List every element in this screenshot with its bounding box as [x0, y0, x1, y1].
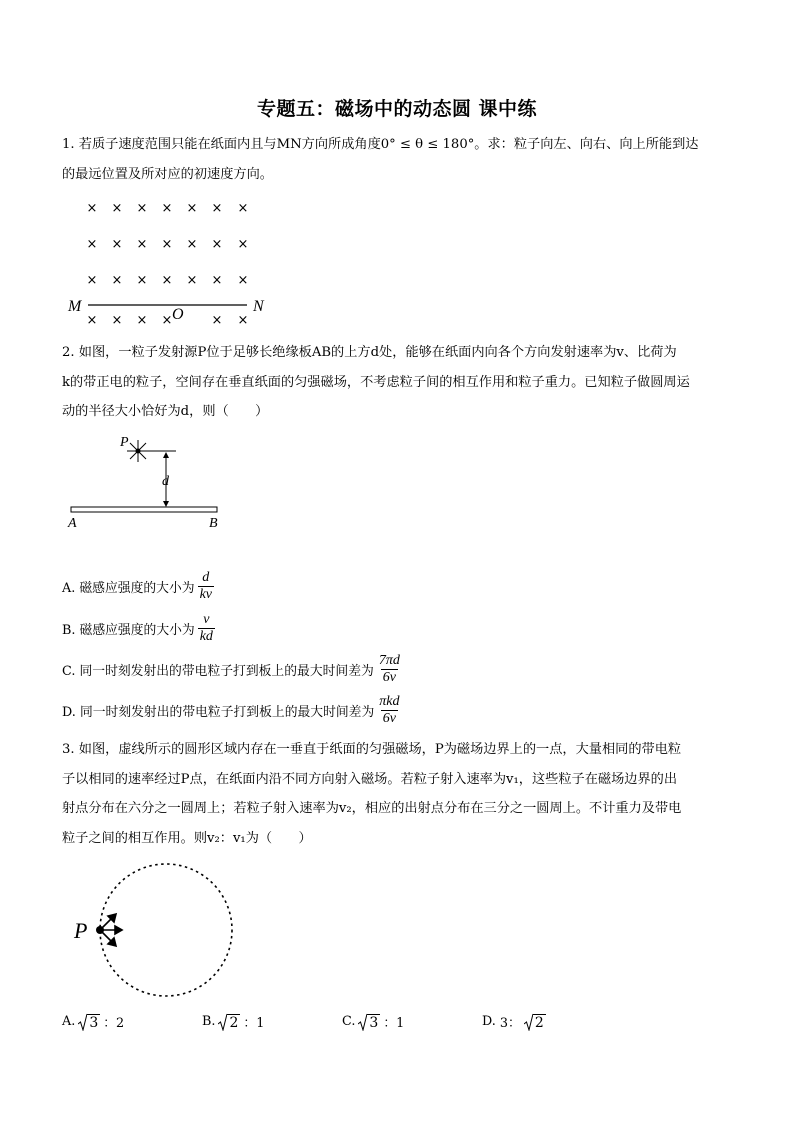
insulating-plate-ab — [71, 507, 217, 512]
field-cross: × — [111, 201, 123, 216]
field-cross: × — [136, 237, 148, 252]
field-cross: × — [186, 273, 198, 288]
option-b-text: B. 磁感应强度的大小为 — [62, 623, 195, 638]
label-p: P — [120, 435, 129, 450]
question-2-line-2: k的带正电的粒子，空间存在垂直纸面的匀强磁场，不考虑粒子间的相互作用和粒子重力。已知粒子做圆周运 — [62, 374, 690, 390]
label-n: N — [253, 298, 264, 315]
velocity-arrows-icon — [100, 914, 122, 946]
label-d: d — [162, 474, 169, 489]
field-cross: × — [86, 273, 98, 288]
field-cross: × — [136, 313, 148, 328]
field-cross: × — [211, 273, 223, 288]
question-3-option-c[interactable]: C. 3 ：1 — [342, 1014, 405, 1031]
question-3-line-3: 射点分布在六分之一圆周上；若粒子射入速率为v₂，相应的出射点分布在三分之一圆周上。不计重力及带电 — [62, 801, 682, 816]
label-b: B — [209, 516, 218, 531]
field-cross: × — [161, 201, 173, 216]
label-a: A — [68, 516, 77, 531]
field-cross: × — [211, 313, 223, 328]
question-2-figure — [66, 430, 236, 534]
field-cross: × — [136, 201, 148, 216]
field-cross: × — [111, 313, 123, 328]
field-cross: × — [186, 237, 198, 252]
field-cross: × — [161, 273, 173, 288]
question-2-option-d[interactable] — [62, 694, 402, 727]
field-cross: × — [237, 273, 249, 288]
question-3-line-1: 3. 如图，虚线所示的圆形区域内存在一垂直于纸面的匀强磁场，P为磁场边界上的一点，大量相同的带电粒 — [62, 742, 682, 757]
question-3-option-b[interactable]: B. 2 ：1 — [202, 1014, 265, 1031]
label-o: O — [172, 306, 184, 323]
field-cross: × — [111, 237, 123, 252]
sqrt-sign: 3 — [358, 1013, 380, 1031]
question-3-option-d[interactable]: D. 3： 2 — [482, 1014, 544, 1031]
question-2-option-a[interactable] — [62, 570, 214, 603]
field-cross: × — [161, 313, 173, 328]
field-cross: × — [211, 201, 223, 216]
label-m: M — [68, 298, 82, 315]
label-p: P — [74, 918, 88, 943]
option-c-fraction: $\frac{7\pi d}{6v}$ — [378, 653, 400, 685]
sqrt-sign: 2 — [218, 1013, 240, 1031]
question-1-figure — [64, 196, 284, 328]
question-2-line-3: 动的半径大小恰好为d，则（ ） — [62, 404, 269, 419]
question-3-figure — [72, 862, 242, 1002]
question-3-line-2: 子以相同的速率经过P点，在纸面内沿不同方向射入磁场。若粒子射入速率为v₁，这些粒子在磁场边界的出 — [62, 771, 678, 787]
field-cross: × — [161, 237, 173, 252]
magnetic-field-crosses — [87, 201, 249, 328]
sqrt-sign: 3 — [78, 1013, 100, 1031]
option-b-fraction: $\frac{v}{kd}$ — [199, 612, 213, 644]
option-a-fraction: $\frac{d}{kv}$ — [199, 570, 212, 602]
option-d-fraction: $\frac{\text{πkd}}{6v}$ — [379, 694, 400, 726]
field-cross: × — [237, 313, 249, 328]
question-3-text — [62, 735, 734, 853]
field-cross: × — [237, 201, 249, 216]
option-d-text: D. 同一时刻发射出的带电粒子打到板上的最大时间差为 — [62, 705, 375, 720]
page-title: 专题五：磁场中的动态圆 课中练 — [256, 98, 538, 120]
sqrt-sign: 2 — [524, 1013, 546, 1031]
question-2-line-1: 2. 如图，一粒子发射源P位于足够长绝缘板AB的上方d处，能够在纸面内向各个方向发射速率为v、比荷为 — [62, 345, 677, 360]
field-cross: × — [111, 273, 123, 288]
question-2-option-c[interactable] — [62, 653, 402, 686]
question-1-text — [62, 130, 734, 189]
question-3-option-a[interactable]: A. 3 ：2 — [62, 1014, 125, 1031]
question-2-text — [62, 338, 734, 427]
field-cross: × — [86, 237, 98, 252]
question-3-line-4: 粒子之间的相互作用。则v₂：v₁为（ ） — [62, 830, 312, 846]
field-cross: × — [211, 237, 223, 252]
field-cross: × — [237, 237, 249, 252]
field-cross: × — [186, 201, 198, 216]
option-c-text: C. 同一时刻发射出的带电粒子打到板上的最大时间差为 — [62, 664, 374, 679]
question-1-line-2: 的最远位置及所对应的初速度方向。 — [62, 166, 273, 182]
question-3-options — [62, 1012, 682, 1031]
question-2-option-b[interactable] — [62, 612, 215, 645]
question-1-line-1: 1. 若质子速度范围只能在纸面内且与MN方向所成角度0° ≤ θ ≤ 180°。求：粒子向左、向右、向上所能到达 — [62, 137, 699, 152]
field-cross: × — [86, 201, 98, 216]
field-cross: × — [136, 273, 148, 288]
option-a-text: A. 磁感应强度的大小为 — [62, 581, 195, 596]
field-cross: × — [86, 313, 98, 328]
